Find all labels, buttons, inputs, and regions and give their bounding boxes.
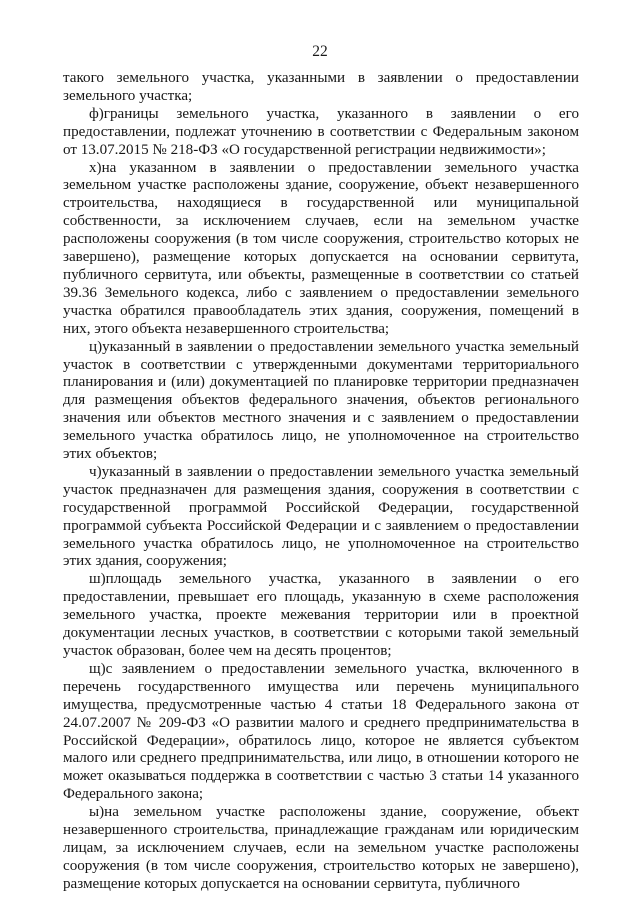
paragraph-item-ch: ч)указанный в заявлении о предоставлении земельного участка земельный участок предназначен для размещения здания, сооружения в соответствии с государственной программой Российской Федерации, государственной программой субъекта Российской Федерации и с заявлением о предоставлении земельного участка обратилось лицо, не уполномоченное на строительство этих здания, сооружения; <box>63 463 579 570</box>
paragraph-item-shch: щ)с заявлением о предоставлении земельного участка, включенного в перечень государственного имущества или перечень муниципального имущества, предусмотренные частью 4 статьи 18 Федерального закона от 24.07.2007 № 209-ФЗ «О развитии малого и среднего предпринимательства в Российской Федерации», обратилось лицо, которое не является субъектом малого или среднего предпринимательства, или лицо, в отношении которого не может оказываться поддержка в соответствии с частью 3 статьи 14 указанного Федерального закона; <box>63 660 579 803</box>
paragraph-item-kh: х)на указанном в заявлении о предоставлении земельного участка земельном участке расположены здание, сооружение, объект незавершенного строительства, находящиеся в государственной или муниципальной собственности, за исключением случаев, если на земельном участке расположены сооружения (в том числе сооружения, строительство которых не завершено), размещение которых допускается на основании сервитута, публичного сервитута, или объекты, размещенные в соответствии со статьей 39.36 Земельного кодекса, либо с заявлением о предоставлении земельного участка обратился правообладатель этих здания, сооружения, помещений в них, этого объекта незавершенного строительства; <box>63 159 579 337</box>
paragraph-item-y: ы)на земельном участке расположены здание, сооружение, объект незавершенного строительства, принадлежащие гражданам или юридическим лицам, за исключением случаев, если на земельном участке расположены сооружения (в том числе сооружения, строительство которых не завершено), размещение которых допускается на основании сервитута, публичного <box>63 804 579 892</box>
page-number: 22 <box>312 43 328 60</box>
paragraph-continuation: такого земельного участка, указанными в заявлении о предоставлении земельного участка; <box>63 70 579 104</box>
document-body <box>63 70 579 894</box>
paragraph-item-f: ф)границы земельного участка, указанного в заявлении о его предоставлении, подлежат уточнению в соответствии с Федеральным законом от 13.07.2015 № 218-ФЗ «О государственной регистрации недвижимости»; <box>63 105 579 158</box>
paragraph-item-ts: ц)указанный в заявлении о предоставлении земельного участка земельный участок в соответствии с утвержденными документами территориального планирования и (или) документацией по планировке территории предназначен для размещения объектов федерального значения, объектов регионального значения или объектов местного значения и с заявлением о предоставлении земельного участка обратилось лицо, не уполномоченное на строительство этих объектов; <box>63 338 579 463</box>
paragraph-item-sh: ш)площадь земельного участка, указанного в заявлении о его предоставлении, превышает его площадь, указанную в схеме расположения земельного участка, проекте межевания территории или в проектной документации лесных участков, в соответствии с которыми такой земельный участок образован, более чем на десять процентов; <box>63 571 579 659</box>
